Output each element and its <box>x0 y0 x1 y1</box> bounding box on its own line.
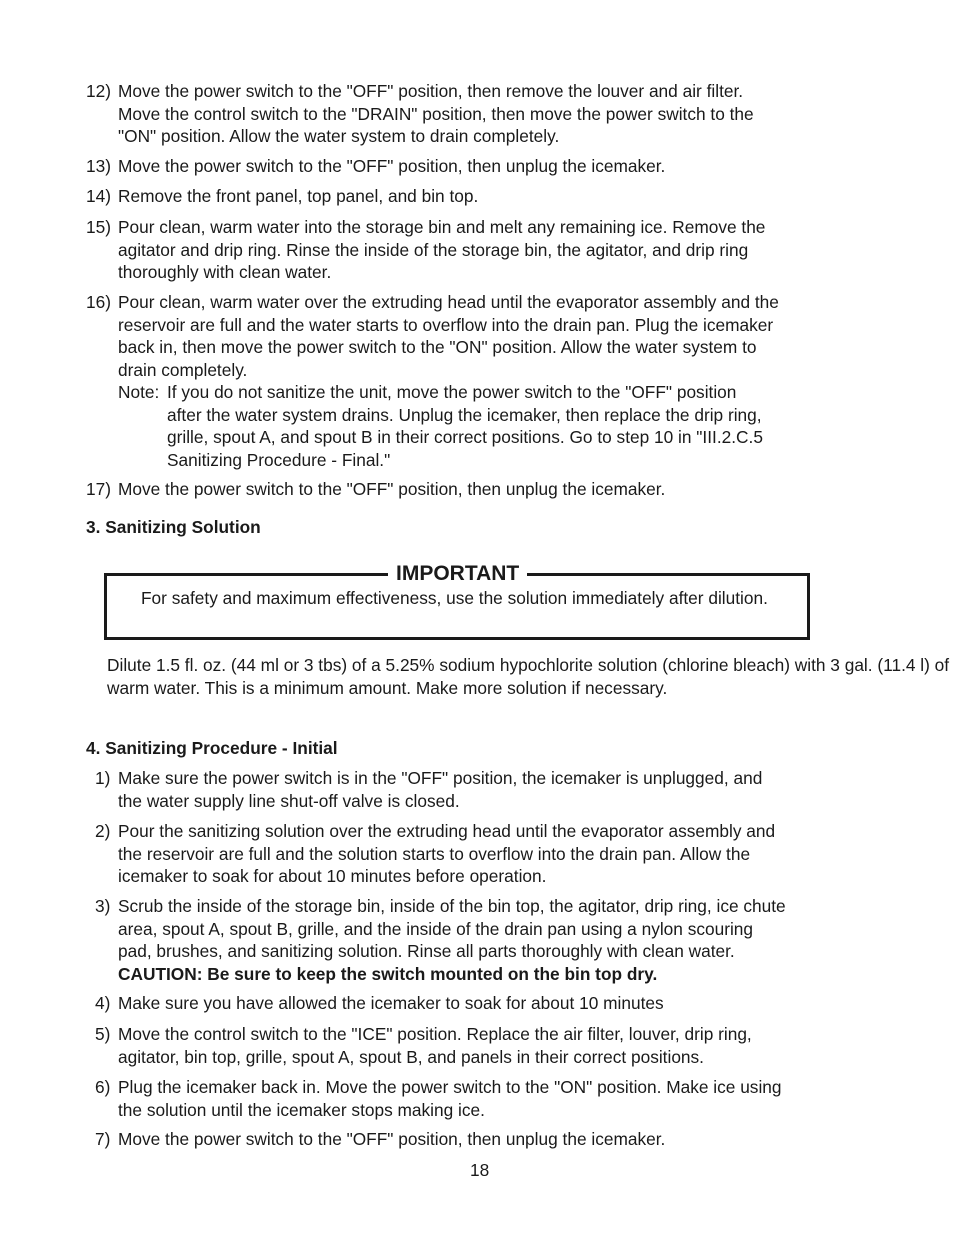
important-title: IMPORTANT <box>388 561 527 587</box>
step-line: Pour clean, warm water over the extruding head until the evaporator assembly and the <box>118 292 779 312</box>
procedure-step-3 <box>95 895 786 986</box>
step-line: pad, brushes, and sanitizing solution. Rinse all parts thoroughly with clean water. <box>118 941 735 962</box>
procedure-step-6 <box>95 1076 782 1121</box>
step-line: Move the power switch to the "OFF" position, then remove the louver and air filter. <box>118 81 744 101</box>
note-line: grille, spout A, and spout B in their correct positions. Go to step 10 in "III.2.C.5 <box>167 427 763 448</box>
section-heading-sanitizing-solution: 3. Sanitizing Solution <box>86 517 261 537</box>
procedure-step-7 <box>95 1128 665 1151</box>
step-number: 3) <box>95 896 111 916</box>
procedure-step-5 <box>95 1023 752 1068</box>
step-line: Plug the icemaker back in. Move the power switch to the "ON" position. Make ice using <box>118 1077 782 1097</box>
step-line: Move the power switch to the "OFF" position, then unplug the icemaker. <box>118 156 666 176</box>
step-17 <box>86 478 665 501</box>
caution-text: CAUTION: Be sure to keep the switch mounted on the bin top dry. <box>118 964 658 985</box>
step-line: "ON" position. Allow the water system to drain completely. <box>118 126 560 147</box>
step-line: Scrub the inside of the storage bin, inside of the bin top, the agitator, drip ring, ice chute <box>118 896 786 916</box>
step-line: Make sure the power switch is in the "OFF" position, the icemaker is unplugged, and <box>118 768 763 788</box>
step-line: Move the power switch to the "OFF" position, then unplug the icemaker. <box>118 479 666 499</box>
step-line: the water supply line shut-off valve is closed. <box>118 790 460 811</box>
step-14 <box>86 185 478 208</box>
note <box>118 381 763 472</box>
step-line: Move the control switch to the "DRAIN" position, then move the power switch to the <box>118 103 754 124</box>
step-number: 7) <box>95 1129 111 1149</box>
step-line: Remove the front panel, top panel, and bin top. <box>118 186 479 206</box>
procedure-step-1 <box>95 767 762 812</box>
step-line: drain completely. <box>118 360 248 381</box>
note-line: Sanitizing Procedure - Final." <box>167 450 391 471</box>
step-number: 2) <box>95 821 111 841</box>
step-number: 5) <box>95 1024 111 1044</box>
step-12 <box>86 80 754 148</box>
step-line: reservoir are full and the water starts to overflow into the drain pan. Plug the icemaker <box>118 314 774 335</box>
important-line: dilution. <box>708 588 768 608</box>
step-13 <box>86 155 665 178</box>
step-line: Make sure you have allowed the icemaker to soak for about 10 minutes <box>118 993 664 1013</box>
procedure-step-4 <box>95 992 664 1015</box>
step-number: 15) <box>86 217 111 237</box>
step-number: 14) <box>86 186 111 206</box>
step-number: 1) <box>95 768 111 788</box>
step-line: Move the power switch to the "OFF" position, then unplug the icemaker. <box>118 1129 666 1149</box>
step-line: Pour the sanitizing solution over the extruding head until the evaporator assembly and <box>118 821 776 841</box>
step-line: Move the control switch to the "ICE" position. Replace the air filter, louver, drip ring, <box>118 1024 752 1044</box>
note-line: If you do not sanitize the unit, move the power switch to the "OFF" position <box>167 382 737 402</box>
step-line: icemaker to soak for about 10 minutes before operation. <box>118 866 547 887</box>
section-heading-sanitizing-procedure: 4. Sanitizing Procedure - Initial <box>86 738 338 758</box>
paragraph-line: Dilute 1.5 fl. oz. (44 ml or 3 tbs) of a 5.25% sodium hypochlorite solution (chlorine <box>107 655 729 675</box>
paragraph-line: bleach) with 3 gal. (11.4 l) of warm water. This is a minimum amount. Make more <box>107 655 950 698</box>
step-line: agitator and drip ring. Rinse the inside of the storage bin, the agitator, and drip ring <box>118 239 749 260</box>
step-number: 17) <box>86 479 111 499</box>
page-number: 18 <box>470 1160 490 1180</box>
step-line: back in, then move the power switch to the "ON" position. Allow the water system to <box>118 337 757 358</box>
note-line: after the water system drains. Unplug the icemaker, then replace the drip ring, <box>167 404 762 425</box>
important-text <box>141 587 768 610</box>
step-line: thoroughly with clean water. <box>118 262 332 283</box>
step-line: agitator, bin top, grille, spout A, spout B, and panels in their correct positions. <box>118 1046 704 1067</box>
note-label: Note: <box>118 382 160 402</box>
step-line: Pour clean, warm water into the storage bin and melt any remaining ice. Remove the <box>118 217 766 237</box>
paragraph-line: solution if necessary. <box>507 677 668 698</box>
dilution-paragraph <box>107 654 954 699</box>
step-15 <box>86 216 765 284</box>
step-line: area, spout A, spout B, grille, and the inside of the drain pan using a nylon scouring <box>118 918 754 939</box>
procedure-step-2 <box>95 820 775 888</box>
step-number: 6) <box>95 1077 111 1097</box>
step-line: the solution until the icemaker stops making ice. <box>118 1099 485 1120</box>
step-line: the reservoir are full and the solution starts to overflow into the drain pan. Allow the <box>118 843 751 864</box>
step-number: 12) <box>86 81 111 101</box>
step-number: 13) <box>86 156 111 176</box>
step-16 <box>86 291 779 382</box>
important-line: For safety and maximum effectiveness, use the solution immediately after <box>141 588 704 608</box>
step-number: 4) <box>95 993 111 1013</box>
step-number: 16) <box>86 292 111 312</box>
